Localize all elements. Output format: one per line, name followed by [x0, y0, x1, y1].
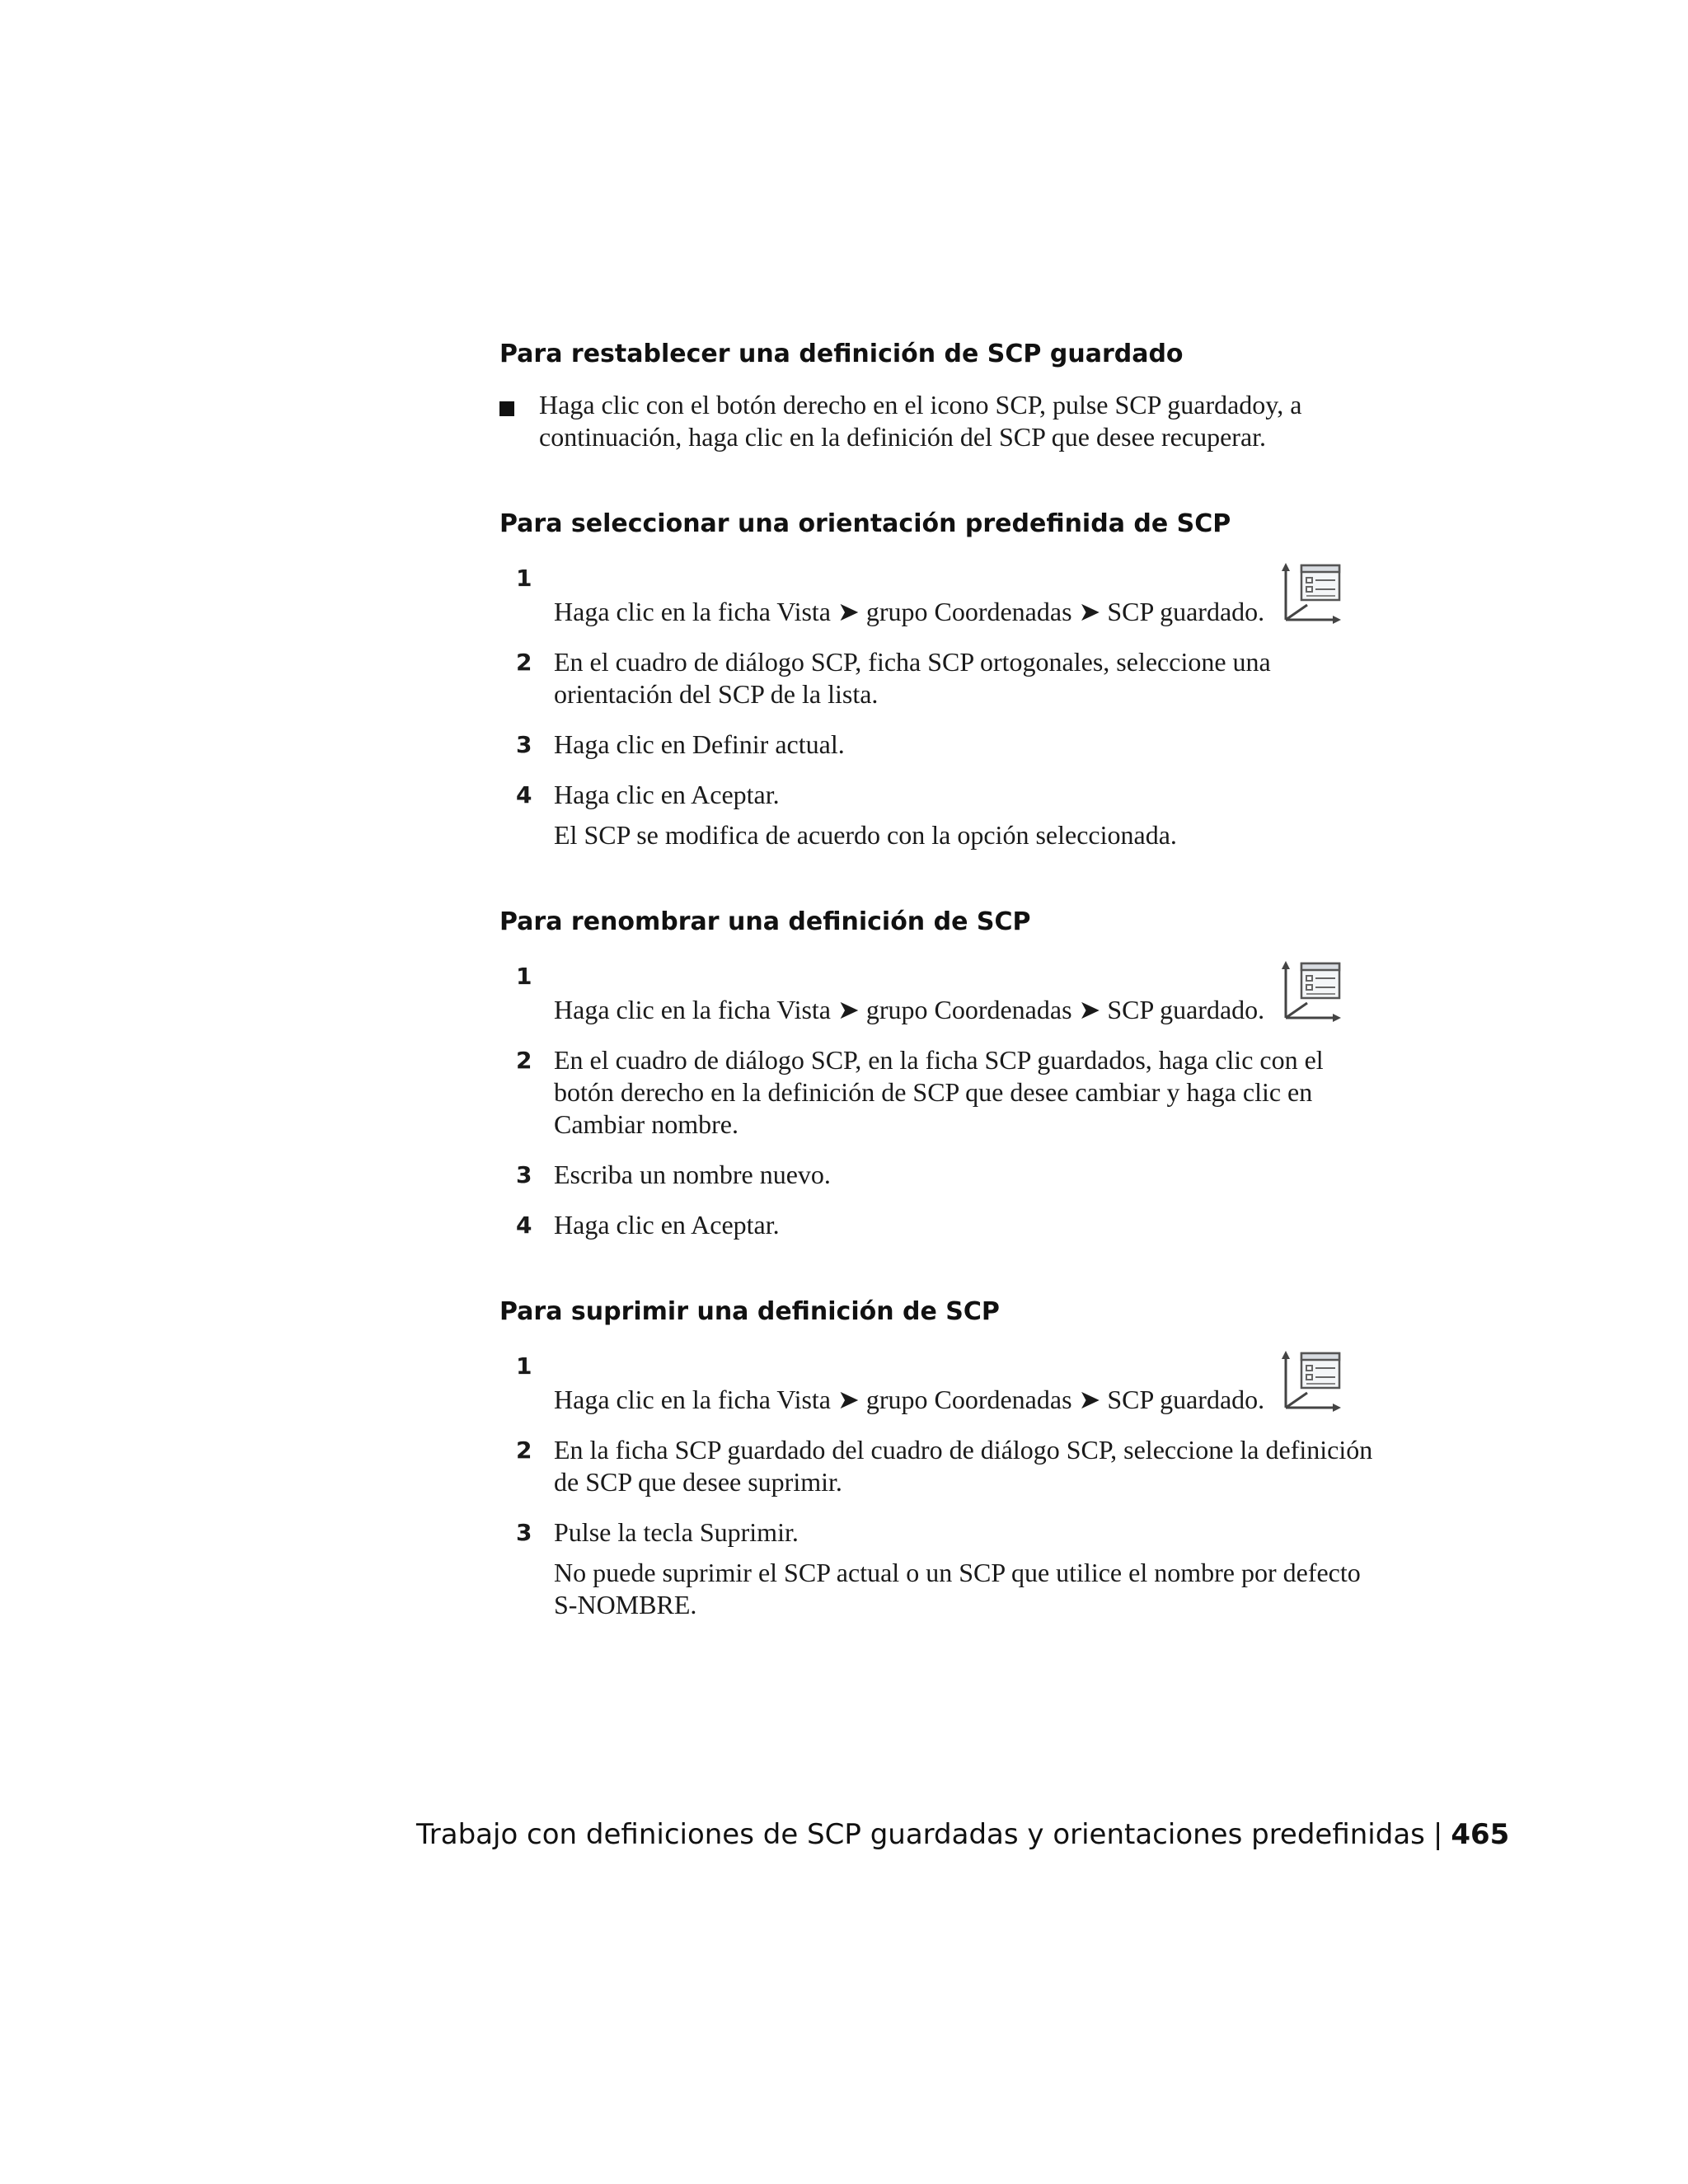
step-item: [499, 1516, 1373, 1621]
step-number: 2: [516, 1436, 532, 1464]
step-text: Haga clic en Aceptar.: [554, 1210, 780, 1240]
named-ucs-icon: [1274, 562, 1342, 631]
section-title: Para seleccionar una orientación predefinida de SCP: [499, 509, 1231, 538]
step-item: [499, 960, 1373, 1026]
step-number: 4: [516, 1212, 532, 1239]
step-text: En el cuadro de diálogo SCP, ficha SCP ortogonales, seleccione una orientación del SCP de la lista.: [554, 647, 1271, 709]
step-note: No puede suprimir el SCP actual o un SCP que utilice el nombre por defecto S-NOMBRE.: [554, 1558, 1361, 1619]
step-list: [499, 1350, 1373, 1621]
step-item: [499, 1434, 1373, 1498]
named-ucs-icon: [1274, 1350, 1342, 1419]
section-restore-ucs: [499, 338, 1373, 453]
section-title: Para renombrar una definición de SCP: [499, 907, 1031, 936]
step-text: Pulse la tecla Suprimir.: [554, 1517, 799, 1547]
step-number: 3: [516, 1161, 532, 1188]
footer-separator: |: [1432, 1818, 1443, 1851]
step-item: [499, 1350, 1373, 1416]
step-text: Haga clic en la ficha Vista ➤ grupo Coordenadas ➤ SCP guardado.: [554, 597, 1265, 626]
section-title: Para suprimir una definición de SCP: [499, 1297, 1000, 1326]
step-number: 2: [516, 649, 532, 676]
bullet-text: Haga clic con el botón derecho en el icono SCP, pulse SCP guardadoy, a continuación, haga clic en la definición del SCP que desee recuperar.: [539, 390, 1302, 452]
step-number: 1: [516, 565, 532, 592]
step-text: Haga clic en Definir actual.: [554, 729, 845, 759]
footer-title: Trabajo con definiciones de SCP guardadas y orientaciones predefinidas: [416, 1818, 1425, 1851]
named-ucs-icon: [1274, 960, 1342, 1029]
step-text: En el cuadro de diálogo SCP, en la ficha SCP guardados, haga clic con el botón derecho en la definición de SCP que desee cambiar y haga clic en Cambiar nombre.: [554, 1045, 1324, 1139]
step-number: 4: [516, 781, 532, 808]
step-text: Haga clic en Aceptar.: [554, 780, 780, 809]
step-item: [499, 1044, 1373, 1141]
step-number: 1: [516, 1352, 532, 1380]
step-list: [499, 960, 1373, 1241]
step-text: Haga clic en la ficha Vista ➤ grupo Coordenadas ➤ SCP guardado.: [554, 1385, 1265, 1414]
step-note: El SCP se modifica de acuerdo con la opción seleccionada.: [554, 820, 1177, 850]
step-number: 2: [516, 1047, 532, 1074]
step-item: [499, 646, 1373, 710]
page-number: 465: [1451, 1818, 1510, 1851]
step-item: [499, 1209, 1373, 1241]
page-footer: [416, 1815, 1510, 1854]
step-list: [499, 562, 1373, 851]
page-content: [499, 338, 1373, 1621]
section-title: Para restablecer una definición de SCP guardado: [499, 340, 1184, 368]
step-text: Escriba un nombre nuevo.: [554, 1160, 831, 1189]
step-number: 1: [516, 963, 532, 990]
square-bullet-icon: [499, 401, 514, 416]
step-item: [499, 1159, 1373, 1191]
section-rename-ucs: [499, 906, 1373, 1241]
step-text: Haga clic en la ficha Vista ➤ grupo Coordenadas ➤ SCP guardado.: [554, 995, 1265, 1024]
step-text: En la ficha SCP guardado del cuadro de diálogo SCP, seleccione la definición de SCP que desee suprimir.: [554, 1435, 1373, 1497]
step-number: 3: [516, 731, 532, 758]
section-select-orientation: [499, 508, 1373, 851]
step-item: [499, 779, 1373, 851]
bullet-item: [499, 389, 1373, 453]
section-delete-ucs: [499, 1296, 1373, 1621]
step-item: [499, 729, 1373, 761]
step-number: 3: [516, 1519, 532, 1546]
step-item: [499, 562, 1373, 628]
